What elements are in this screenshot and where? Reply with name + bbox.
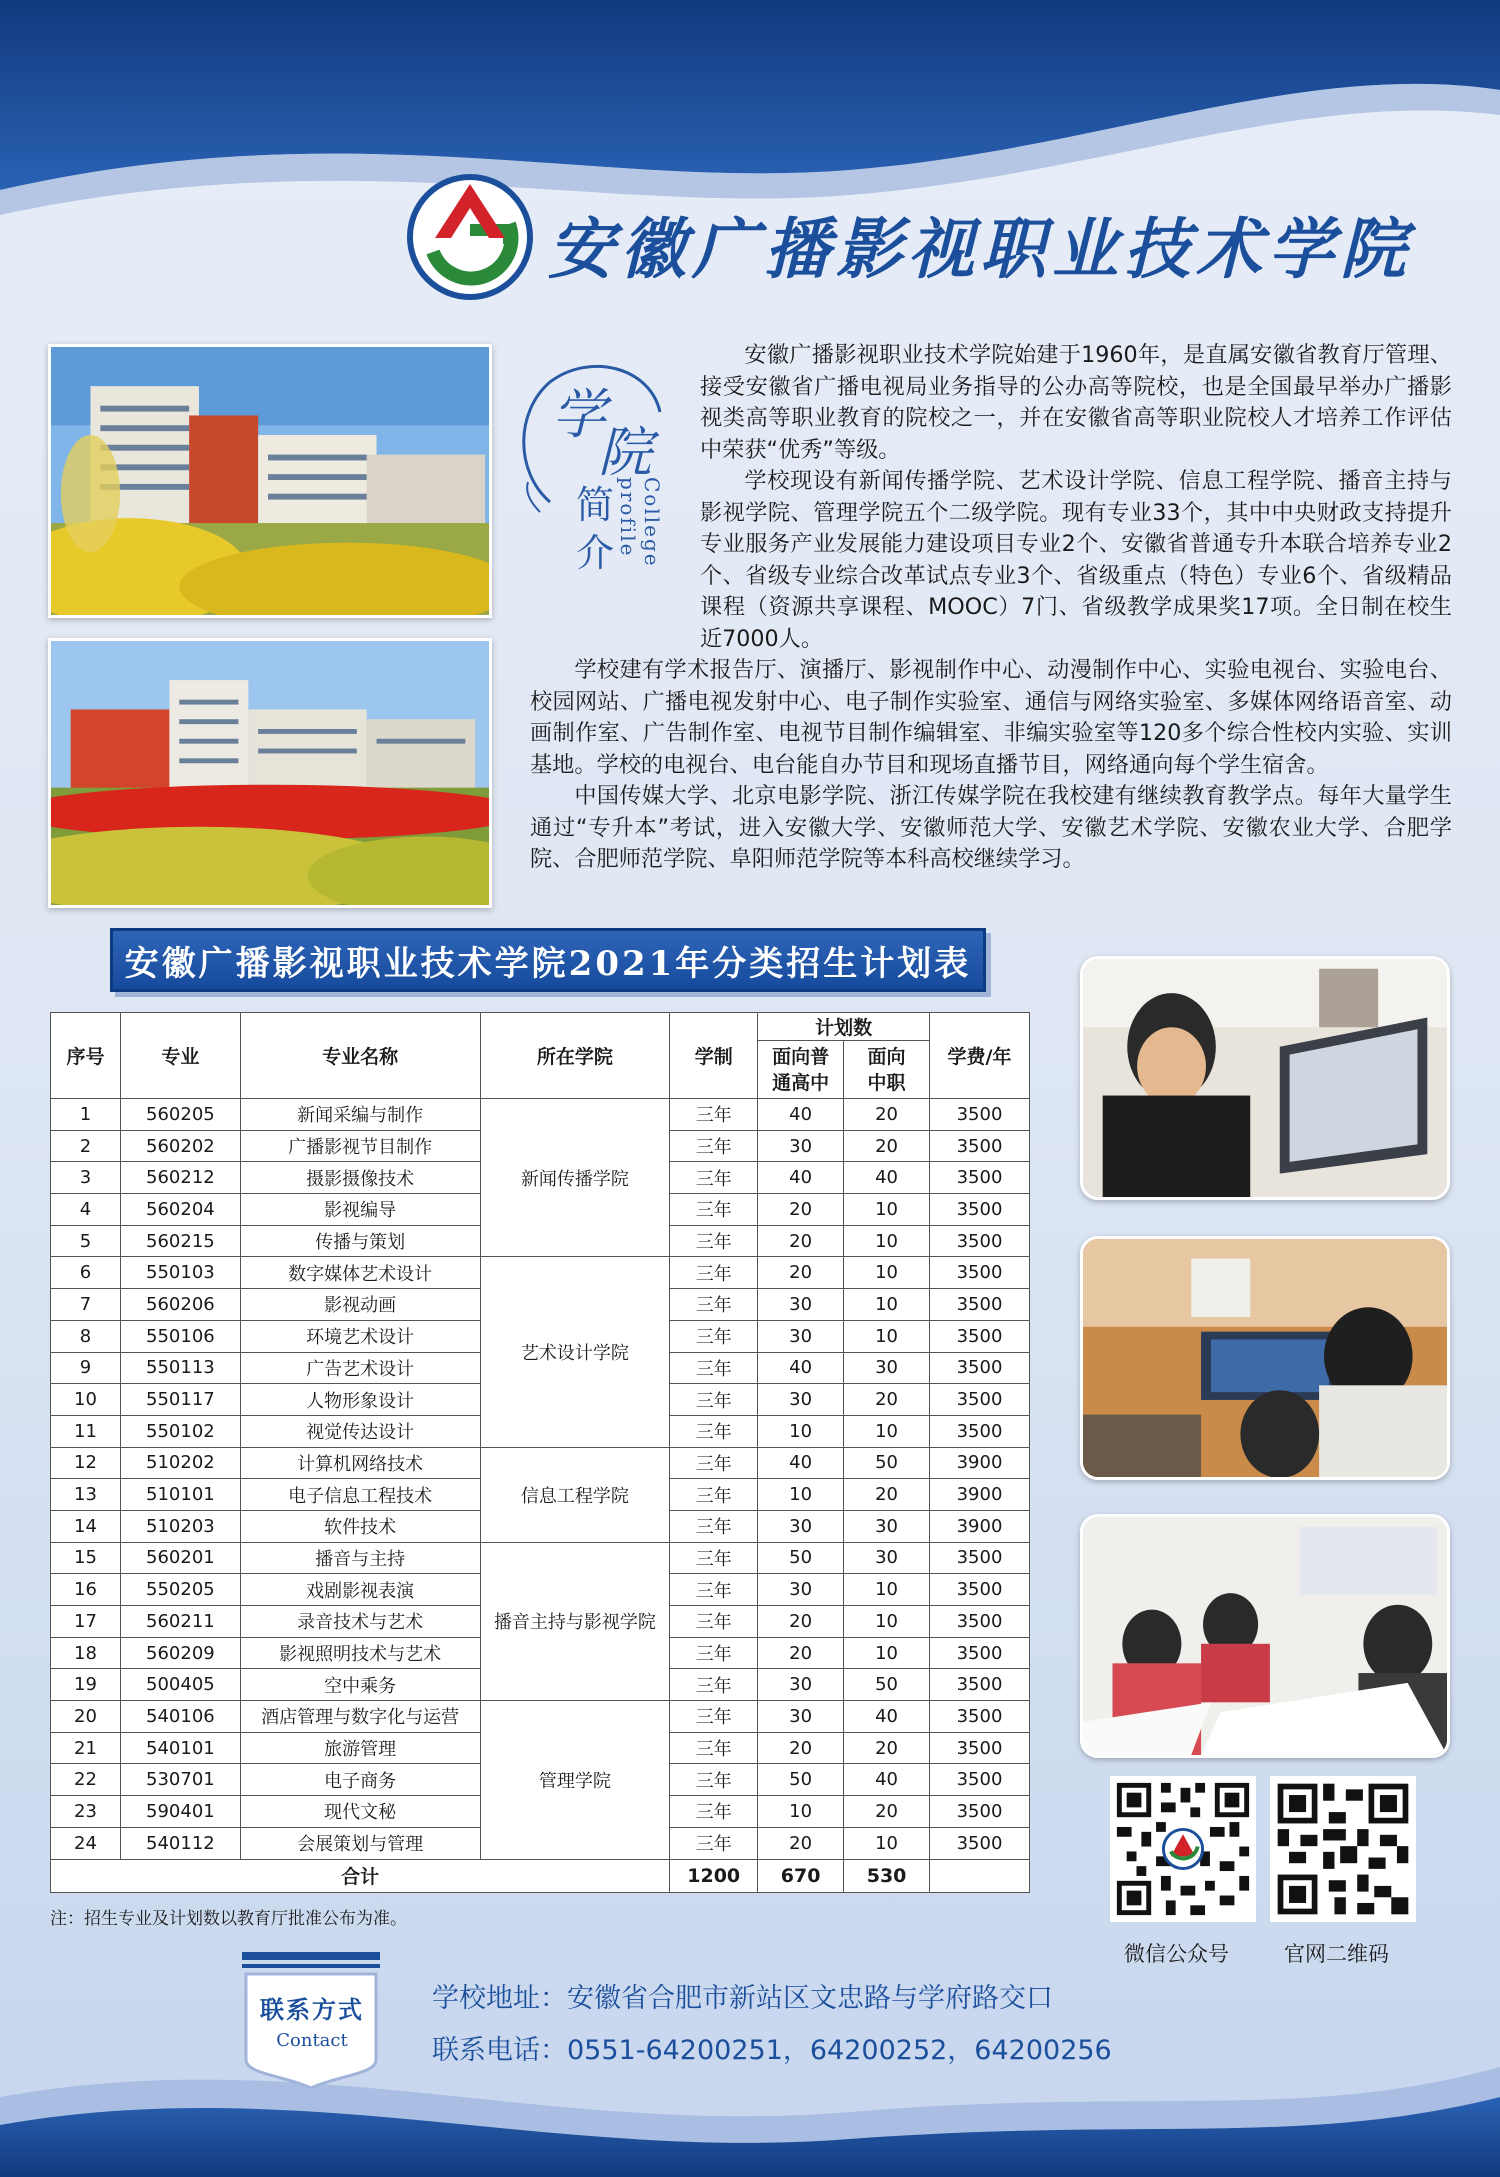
row-fee: 3500 [930, 1162, 1030, 1194]
label-english: College profile [616, 477, 664, 568]
row-plan-high: 20 [758, 1257, 844, 1289]
intro-paragraph-4: 中国传媒大学、北京电影学院、浙江传媒学院在我校建有继续教育教学点。每年大量学生通过“专升本”考试，进入安徽大学、安徽师范大学、安徽艺术学院、安徽农业大学、合肥学院、合肥师范学院、阜阳师范学院等本科高校继续学习。 [530, 783, 1452, 872]
row-seq: 20 [51, 1701, 121, 1733]
row-duration: 三年 [670, 1194, 758, 1226]
header-plan: 计划数 [758, 1013, 930, 1041]
row-name: 旅游管理 [240, 1732, 480, 1764]
campus-building-photo [48, 344, 492, 618]
row-plan-high: 20 [758, 1827, 844, 1859]
row-fee: 3500 [930, 1384, 1030, 1416]
row-seq: 4 [51, 1194, 121, 1226]
enrollment-plan-table [50, 1012, 1030, 1893]
row-duration: 三年 [670, 1289, 758, 1321]
row-plan-high: 10 [758, 1479, 844, 1511]
row-duration: 三年 [670, 1479, 758, 1511]
row-plan-vocational: 10 [844, 1289, 930, 1321]
row-fee: 3500 [930, 1225, 1030, 1257]
row-plan-vocational: 30 [844, 1510, 930, 1542]
header-college: 所在学院 [480, 1013, 670, 1099]
students-editing-photo [1080, 1236, 1450, 1480]
total-vocational: 530 [844, 1859, 930, 1892]
website-qr-code[interactable] [1270, 1776, 1416, 1922]
row-name: 摄影摄像技术 [240, 1162, 480, 1194]
header-fee: 学费/年 [930, 1013, 1030, 1099]
row-plan-high: 40 [758, 1099, 844, 1131]
row-duration: 三年 [670, 1320, 758, 1352]
row-plan-high: 40 [758, 1162, 844, 1194]
row-fee: 3500 [930, 1542, 1030, 1574]
label-char-yuan: 院 [598, 421, 652, 484]
row-seq: 6 [51, 1257, 121, 1289]
row-code: 590401 [120, 1796, 240, 1828]
row-duration: 三年 [670, 1669, 758, 1701]
row-duration: 三年 [670, 1732, 758, 1764]
row-seq: 10 [51, 1384, 121, 1416]
row-fee: 3500 [930, 1574, 1030, 1606]
row-seq: 22 [51, 1764, 121, 1796]
table-row [51, 1701, 1030, 1733]
row-plan-vocational: 20 [844, 1732, 930, 1764]
row-code: 510203 [120, 1510, 240, 1542]
total-high: 670 [758, 1859, 844, 1892]
row-code: 560202 [120, 1130, 240, 1162]
row-plan-vocational: 10 [844, 1574, 930, 1606]
row-name: 影视编导 [240, 1194, 480, 1226]
row-duration: 三年 [670, 1764, 758, 1796]
row-code: 560211 [120, 1606, 240, 1638]
row-code: 550205 [120, 1574, 240, 1606]
row-plan-vocational: 20 [844, 1384, 930, 1416]
row-code: 550102 [120, 1415, 240, 1447]
school-name-title: 安徽广播影视职业技术学院 [548, 210, 1412, 288]
row-fee: 3500 [930, 1194, 1030, 1226]
row-name: 新闻采编与制作 [240, 1099, 480, 1131]
label-char-jie: 介 [576, 531, 615, 575]
row-code: 540101 [120, 1732, 240, 1764]
row-code: 500405 [120, 1669, 240, 1701]
row-plan-high: 30 [758, 1289, 844, 1321]
row-plan-high: 50 [758, 1764, 844, 1796]
total-fee-empty [930, 1859, 1030, 1892]
row-plan-vocational: 40 [844, 1162, 930, 1194]
row-fee: 3500 [930, 1606, 1030, 1638]
row-plan-high: 40 [758, 1447, 844, 1479]
header-code: 专业 [120, 1013, 240, 1099]
row-code: 510202 [120, 1447, 240, 1479]
table-row [51, 1257, 1030, 1289]
table-row [51, 1447, 1030, 1479]
row-seq: 7 [51, 1289, 121, 1321]
row-plan-high: 10 [758, 1796, 844, 1828]
row-seq: 3 [51, 1162, 121, 1194]
row-seq: 12 [51, 1447, 121, 1479]
row-duration: 三年 [670, 1162, 758, 1194]
school-address: 学校地址：安徽省合肥市新站区文忠路与学府路交口 [432, 1983, 1053, 2014]
row-fee: 3900 [930, 1479, 1030, 1511]
row-fee: 3500 [930, 1732, 1030, 1764]
row-plan-vocational: 20 [844, 1796, 930, 1828]
row-plan-vocational: 20 [844, 1479, 930, 1511]
row-name: 数字媒体艺术设计 [240, 1257, 480, 1289]
row-fee: 3500 [930, 1415, 1030, 1447]
row-name: 会展策划与管理 [240, 1827, 480, 1859]
total-label: 合计 [51, 1859, 670, 1892]
row-name: 录音技术与艺术 [240, 1606, 480, 1638]
row-name: 视觉传达设计 [240, 1415, 480, 1447]
row-name: 空中乘务 [240, 1669, 480, 1701]
college-intro-text [530, 340, 1452, 876]
row-fee: 3500 [930, 1257, 1030, 1289]
row-fee: 3500 [930, 1352, 1030, 1384]
row-duration: 三年 [670, 1130, 758, 1162]
contact-phone[interactable]: 联系电话：0551-64200251，64200252，64200256 [432, 2035, 1112, 2066]
row-plan-vocational: 50 [844, 1669, 930, 1701]
row-fee: 3500 [930, 1289, 1030, 1321]
row-name: 电子商务 [240, 1764, 480, 1796]
row-plan-vocational: 20 [844, 1130, 930, 1162]
row-plan-vocational: 20 [844, 1099, 930, 1131]
table-total-row [51, 1859, 1030, 1892]
row-name: 现代文秘 [240, 1796, 480, 1828]
row-duration: 三年 [670, 1415, 758, 1447]
row-code: 560201 [120, 1542, 240, 1574]
row-plan-vocational: 10 [844, 1225, 930, 1257]
row-code: 560209 [120, 1637, 240, 1669]
row-duration: 三年 [670, 1384, 758, 1416]
table-note: 注：招生专业及计划数以教育厅批准公布为准。 [50, 1909, 407, 1929]
school-logo-icon [405, 172, 535, 302]
row-plan-high: 20 [758, 1732, 844, 1764]
label-char-xue: 学 [552, 383, 606, 446]
row-plan-high: 30 [758, 1384, 844, 1416]
row-plan-vocational: 10 [844, 1194, 930, 1226]
row-fee: 3500 [930, 1701, 1030, 1733]
row-code: 550113 [120, 1352, 240, 1384]
row-name: 人物形象设计 [240, 1384, 480, 1416]
wechat-qr-code[interactable] [1110, 1776, 1256, 1922]
row-name: 软件技术 [240, 1510, 480, 1542]
row-plan-vocational: 10 [844, 1257, 930, 1289]
row-plan-high: 30 [758, 1320, 844, 1352]
row-code: 560212 [120, 1162, 240, 1194]
row-name: 计算机网络技术 [240, 1447, 480, 1479]
row-name: 环境艺术设计 [240, 1320, 480, 1352]
row-plan-high: 20 [758, 1637, 844, 1669]
label-char-jian: 简 [576, 483, 615, 527]
row-plan-high: 30 [758, 1574, 844, 1606]
table-row [51, 1099, 1030, 1131]
row-fee: 3900 [930, 1510, 1030, 1542]
row-code: 560215 [120, 1225, 240, 1257]
row-duration: 三年 [670, 1827, 758, 1859]
row-plan-vocational: 10 [844, 1606, 930, 1638]
enrollment-plan-title: 安徽广播影视职业技术学院2021年分类招生计划表 [110, 928, 986, 992]
row-code: 560205 [120, 1099, 240, 1131]
row-code: 510101 [120, 1479, 240, 1511]
row-name: 广告艺术设计 [240, 1352, 480, 1384]
row-plan-vocational: 10 [844, 1320, 930, 1352]
header-seq: 序号 [51, 1013, 121, 1099]
row-fee: 3500 [930, 1320, 1030, 1352]
row-duration: 三年 [670, 1637, 758, 1669]
row-plan-vocational: 30 [844, 1542, 930, 1574]
row-seq: 21 [51, 1732, 121, 1764]
row-seq: 23 [51, 1796, 121, 1828]
row-plan-high: 40 [758, 1352, 844, 1384]
row-code: 550106 [120, 1320, 240, 1352]
row-seq: 5 [51, 1225, 121, 1257]
row-college: 播音主持与影视学院 [480, 1542, 670, 1700]
row-seq: 8 [51, 1320, 121, 1352]
row-fee: 3500 [930, 1669, 1030, 1701]
row-plan-vocational: 10 [844, 1415, 930, 1447]
row-plan-high: 50 [758, 1542, 844, 1574]
row-plan-high: 30 [758, 1669, 844, 1701]
row-duration: 三年 [670, 1574, 758, 1606]
row-code: 560204 [120, 1194, 240, 1226]
header-plan-vocational: 面向中职 [844, 1041, 930, 1099]
table-body [51, 1099, 1030, 1860]
row-college: 新闻传播学院 [480, 1099, 670, 1257]
row-duration: 三年 [670, 1606, 758, 1638]
row-name: 播音与主持 [240, 1542, 480, 1574]
row-plan-high: 20 [758, 1194, 844, 1226]
row-seq: 16 [51, 1574, 121, 1606]
row-code: 540106 [120, 1701, 240, 1733]
campus-flowers-photo [48, 638, 492, 908]
row-name: 戏剧影视表演 [240, 1574, 480, 1606]
table-row [51, 1542, 1030, 1574]
row-name: 传播与策划 [240, 1225, 480, 1257]
row-code: 530701 [120, 1764, 240, 1796]
row-college: 信息工程学院 [480, 1447, 670, 1542]
row-fee: 3500 [930, 1637, 1030, 1669]
website-qr-label: 官网二维码 [1284, 1942, 1389, 1966]
row-seq: 13 [51, 1479, 121, 1511]
row-seq: 19 [51, 1669, 121, 1701]
row-seq: 24 [51, 1827, 121, 1859]
row-plan-high: 20 [758, 1225, 844, 1257]
row-duration: 三年 [670, 1542, 758, 1574]
header-duration: 学制 [670, 1013, 758, 1099]
row-code: 550103 [120, 1257, 240, 1289]
row-plan-vocational: 40 [844, 1764, 930, 1796]
row-duration: 三年 [670, 1257, 758, 1289]
intro-paragraph-3: 学校建有学术报告厅、演播厅、影视制作中心、动漫制作中心、实验电视台、实验电台、校园网站、广播电视发射中心、电子制作实验室、通信与网络实验室、多媒体网络语音室、动画制作室、广告制作室、电视节目制作编辑室、非编实验室等120多个综合性校内实验、实训基地。学校的电视台、电台能自办节目和现场直播节目，网络通向每个学生宿舍。 [530, 657, 1452, 778]
intro-paragraph-1: 安徽广播影视职业技术学院始建于1960年，是直属安徽省教育厅管理、接受安徽省广播电视局业务指导的公办高等院校，也是全国最早举办广播影视类高等职业教育的院校之一，并在安徽省高等职业院校人才培养工作评估中荣获“优秀”等级。 [700, 342, 1452, 463]
row-college: 艺术设计学院 [480, 1257, 670, 1447]
row-name: 酒店管理与数字化与运营 [240, 1701, 480, 1733]
row-plan-high: 30 [758, 1510, 844, 1542]
row-duration: 三年 [670, 1225, 758, 1257]
row-plan-high: 30 [758, 1701, 844, 1733]
row-name: 影视动画 [240, 1289, 480, 1321]
contact-badge-title: 联系方式 [260, 1995, 364, 2024]
row-duration: 三年 [670, 1099, 758, 1131]
row-plan-vocational: 10 [844, 1827, 930, 1859]
row-duration: 三年 [670, 1701, 758, 1733]
wechat-qr-label: 微信公众号 [1124, 1942, 1229, 1966]
row-name: 广播影视节目制作 [240, 1130, 480, 1162]
total-all: 1200 [670, 1859, 758, 1892]
intro-paragraph-2: 学校现设有新闻传播学院、艺术设计学院、信息工程学院、播音主持与影视学院、管理学院五个二级学院。现有专业33个，其中中央财政支持提升专业服务产业发展能力建设项目专业2个、安徽省普通专升本联合培养专业2个、省级专业综合改革试点专业3个、省级重点（特色）专业6个、省级精品课程（资源共享课程、MOOC）7门、省级教学成果奖17项。全日制在校生近7000人。 [700, 468, 1452, 652]
header-plan-high: 面向普通高中 [758, 1041, 844, 1099]
row-name: 影视照明技术与艺术 [240, 1637, 480, 1669]
row-college: 管理学院 [480, 1701, 670, 1859]
contact-badge-subtitle: Contact [276, 2030, 348, 2051]
row-fee: 3500 [930, 1827, 1030, 1859]
row-plan-high: 20 [758, 1606, 844, 1638]
row-code: 550117 [120, 1384, 240, 1416]
row-fee: 3900 [930, 1447, 1030, 1479]
row-fee: 3500 [930, 1764, 1030, 1796]
row-seq: 1 [51, 1099, 121, 1131]
row-name: 电子信息工程技术 [240, 1479, 480, 1511]
header-name: 专业名称 [240, 1013, 480, 1099]
row-duration: 三年 [670, 1447, 758, 1479]
row-code: 540112 [120, 1827, 240, 1859]
row-duration: 三年 [670, 1796, 758, 1828]
row-plan-vocational: 10 [844, 1637, 930, 1669]
student-tablet-photo [1080, 956, 1450, 1200]
row-plan-vocational: 40 [844, 1701, 930, 1733]
row-fee: 3500 [930, 1130, 1030, 1162]
row-seq: 18 [51, 1637, 121, 1669]
row-duration: 三年 [670, 1510, 758, 1542]
row-fee: 3500 [930, 1796, 1030, 1828]
students-drawing-photo [1080, 1514, 1450, 1758]
row-seq: 14 [51, 1510, 121, 1542]
row-plan-high: 30 [758, 1130, 844, 1162]
row-seq: 9 [51, 1352, 121, 1384]
row-seq: 2 [51, 1130, 121, 1162]
row-code: 560206 [120, 1289, 240, 1321]
row-fee: 3500 [930, 1099, 1030, 1131]
row-duration: 三年 [670, 1352, 758, 1384]
row-seq: 11 [51, 1415, 121, 1447]
row-seq: 15 [51, 1542, 121, 1574]
row-plan-vocational: 30 [844, 1352, 930, 1384]
row-plan-vocational: 50 [844, 1447, 930, 1479]
row-plan-high: 10 [758, 1415, 844, 1447]
row-seq: 17 [51, 1606, 121, 1638]
